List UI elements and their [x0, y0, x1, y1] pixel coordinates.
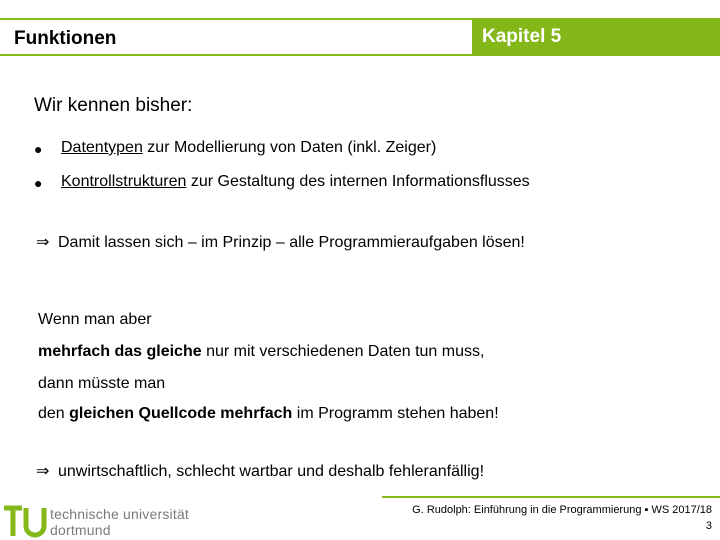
- bullet-dot-icon: ●: [34, 141, 43, 157]
- slide-header: [0, 18, 720, 56]
- header-chapter-box: [472, 18, 720, 56]
- bullet-term: Kontrollstrukturen: [61, 173, 187, 190]
- page-number: 3: [705, 520, 712, 532]
- slide-title: Funktionen: [14, 28, 117, 49]
- bullet-text: zur Modellierung von Daten (inkl. Zeiger): [142, 139, 437, 156]
- conclusion-line: [36, 232, 525, 252]
- chapter-label: Kapitel 5: [482, 26, 562, 47]
- result-text: unwirtschaftlich, schlecht wartbar und deshalb fehleranfällig!: [58, 463, 485, 480]
- conclusion-text: Damit lassen sich – im Prinzip – alle Programmieraufgaben lösen!: [58, 234, 525, 251]
- university-line-1: technische universität: [50, 506, 190, 522]
- result-line: [36, 461, 484, 481]
- bullet-text: zur Gestaltung des internen Informationsflusses: [186, 173, 530, 190]
- university-name: [50, 506, 189, 538]
- paragraph-line-1: Wenn man aber: [38, 311, 152, 328]
- bullet-dot-icon: ●: [34, 175, 43, 191]
- implies-arrow-icon: ⇒: [36, 234, 50, 251]
- paragraph-line-4: [38, 405, 499, 423]
- paragraph-text: im Programm stehen haben!: [292, 405, 499, 422]
- intro-text: Wir kennen bisher:: [34, 95, 193, 116]
- implies-arrow-icon: ⇒: [36, 463, 50, 480]
- tu-logo-icon: [2, 502, 50, 538]
- emphasis-text: gleichen Quellcode mehrfach: [69, 405, 293, 422]
- paragraph-text: nur mit verschiedenen Daten tun muss,: [201, 343, 485, 360]
- header-title-box: [0, 18, 472, 56]
- paragraph-line-2: [38, 343, 484, 361]
- footer-credit: G. Rudolph: Einführung in die Programmierung ▪ WS 2017/18: [412, 504, 712, 516]
- footer-divider: [382, 496, 720, 498]
- bullet-term: Datentypen: [61, 139, 143, 156]
- emphasis-text: mehrfach das gleiche: [38, 343, 202, 360]
- university-line-2: dortmund: [50, 522, 111, 538]
- paragraph-line-3: dann müsste man: [38, 375, 166, 392]
- paragraph-text: den: [38, 405, 70, 422]
